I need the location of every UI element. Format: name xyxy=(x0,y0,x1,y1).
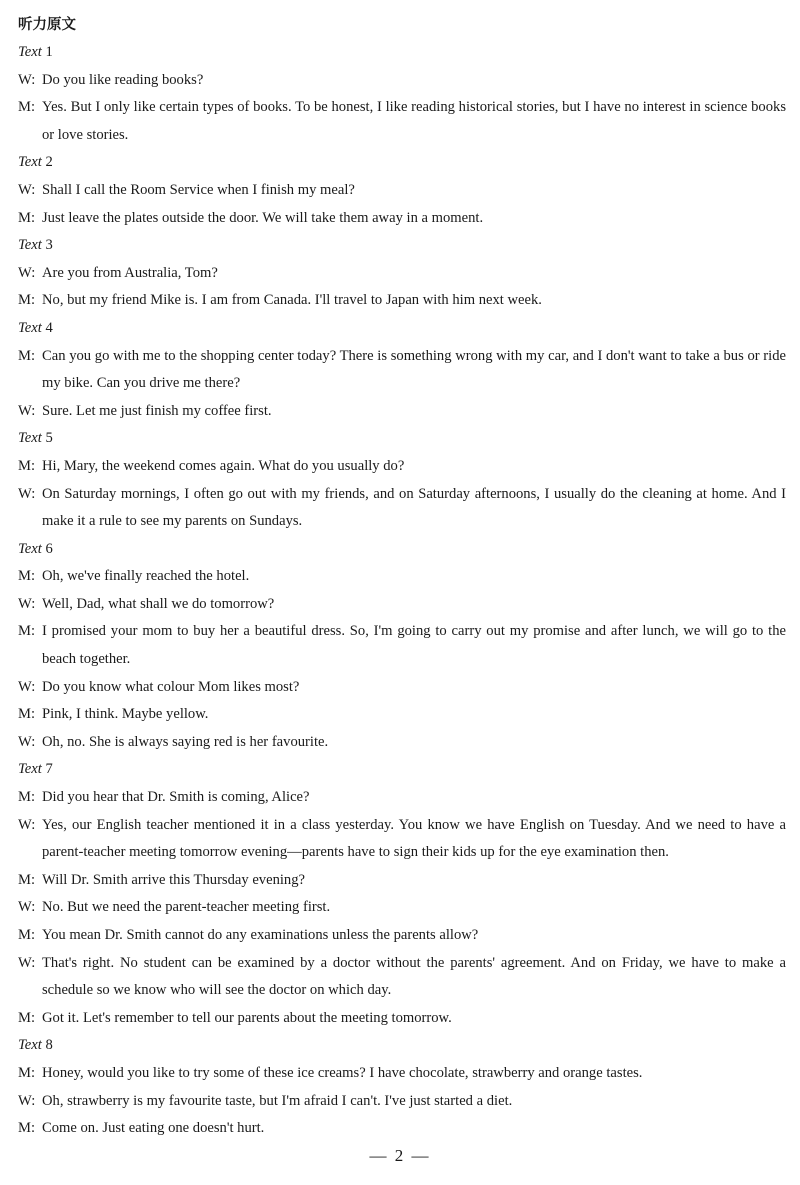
text-heading xyxy=(18,756,786,784)
text-heading xyxy=(18,425,786,453)
dialogue-text: Oh, strawberry is my favourite taste, but I'm afraid I can't. I've just started a diet. xyxy=(42,1092,513,1109)
dialogue-line xyxy=(18,618,786,673)
speaker-label: W: xyxy=(18,402,36,419)
speaker-label: M: xyxy=(18,347,36,364)
dialogue-text: Oh, no. She is always saying red is her favourite. xyxy=(42,733,329,750)
dialogue-text: Come on. Just eating one doesn't hurt. xyxy=(42,1120,265,1137)
dialogue-text: Did you hear that Dr. Smith is coming, Alice? xyxy=(42,789,310,806)
speaker-label: W: xyxy=(18,264,36,281)
dialogue-line xyxy=(18,398,786,426)
dialogue-line xyxy=(18,67,786,95)
text-label: Text xyxy=(18,237,42,254)
dialogue-line xyxy=(18,1088,786,1116)
dialogue-text: Do you like reading books? xyxy=(42,71,204,88)
dialogue-line xyxy=(18,1060,786,1088)
dialogue-text: Will Dr. Smith arrive this Thursday evening? xyxy=(42,871,306,888)
dialogue-text: Honey, would you like to try some of these ice creams? I have chocolate, strawberry and orange tastes. xyxy=(42,1064,643,1081)
text-number: 7 xyxy=(45,761,53,778)
dialogue-line xyxy=(18,260,786,288)
speaker-label: W: xyxy=(18,954,36,971)
speaker-label: M: xyxy=(18,789,36,806)
speaker-label: M: xyxy=(18,1064,36,1081)
text-number: 3 xyxy=(45,237,53,254)
dialogue-line xyxy=(18,922,786,950)
text-number: 6 xyxy=(45,540,53,557)
speaker-label: W: xyxy=(18,733,36,750)
dialogue-text: Pink, I think. Maybe yellow. xyxy=(42,706,209,723)
speaker-label: W: xyxy=(18,1092,36,1109)
dialogue-line xyxy=(18,812,786,867)
dialogue-text: You mean Dr. Smith cannot do any examinations unless the parents allow? xyxy=(42,927,479,943)
speaker-label: M: xyxy=(18,1009,36,1026)
text-label: Text xyxy=(18,761,42,778)
dialogue-line xyxy=(18,894,786,922)
dialogue-text: Shall I call the Room Service when I finish my meal? xyxy=(42,181,355,198)
dialogue-line xyxy=(18,205,786,233)
dialogue-text: On Saturday mornings, I often go out with my friends, and on Saturday afternoons, I usually do the cleaning at home. And I make it a rule to see my parents on Sundays. xyxy=(42,485,786,530)
speaker-label: M: xyxy=(18,1120,36,1137)
speaker-label: W: xyxy=(18,595,36,612)
dialogue-text: Oh, we've finally reached the hotel. xyxy=(42,568,250,585)
dialogue-text: Can you go with me to the shopping center today? There is something wrong with my car, and I don't want to take a bus or ride my bike. Can you drive me there? xyxy=(42,347,786,392)
text-label: Text xyxy=(18,319,42,336)
speaker-label: M: xyxy=(18,568,36,585)
text-number: 5 xyxy=(45,430,53,447)
dialogue-line xyxy=(18,563,786,591)
text-label: Text xyxy=(18,430,42,447)
text-number: 8 xyxy=(45,1037,53,1054)
speaker-label: W: xyxy=(18,485,36,502)
page-title: 听力原文 xyxy=(18,17,76,33)
dialogue-line xyxy=(18,177,786,205)
dialogue-line xyxy=(18,453,786,481)
text-label: Text xyxy=(18,1037,42,1054)
speaker-label: M: xyxy=(18,623,36,640)
text-heading xyxy=(18,315,786,343)
speaker-label: W: xyxy=(18,181,36,198)
speaker-label: M: xyxy=(18,292,36,309)
speaker-label: W: xyxy=(18,678,36,695)
speaker-label: M: xyxy=(18,99,36,116)
dialogue-line xyxy=(18,674,786,702)
dialogue-text: Yes. But I only like certain types of books. To be honest, I like reading historical stories, but I have no interest in science books or love stories. xyxy=(42,99,786,143)
text-label: Text xyxy=(18,44,42,60)
dialogue-text: Well, Dad, what shall we do tomorrow? xyxy=(42,595,275,612)
dialogue-line xyxy=(18,591,786,619)
dialogue-line xyxy=(18,1115,786,1143)
dialogue-text: Hi, Mary, the weekend comes again. What do you usually do? xyxy=(42,457,405,474)
speaker-label: W: xyxy=(18,71,36,88)
text-heading xyxy=(18,232,786,260)
dialogue-line xyxy=(18,481,786,536)
text-label: Text xyxy=(18,154,42,171)
text-heading xyxy=(18,39,786,67)
dialogue-line xyxy=(18,729,786,757)
dialogue-line xyxy=(18,784,786,812)
dialogue-text: That's right. No student can be examined by a doctor without the parents' agreement. And on Friday, we have to make a schedule so we know who will see the doctor on which day. xyxy=(42,954,786,999)
dialogue-line xyxy=(18,950,786,1005)
page-number: — 2 — xyxy=(369,1146,431,1165)
text-heading xyxy=(18,1032,786,1060)
text-number: 2 xyxy=(45,154,53,171)
speaker-label: M: xyxy=(18,209,36,226)
text-number: 1 xyxy=(45,44,53,60)
dialogue-text: Yes, our English teacher mentioned it in a class yesterday. You know we have English on Tuesday. And we need to have a parent-teacher meeting tomorrow evening—parents have to sign their kids up for the eye examination then. xyxy=(42,816,786,861)
dialogue-text: Do you know what colour Mom likes most? xyxy=(42,678,300,695)
speaker-label: M: xyxy=(18,706,36,723)
speaker-label: W: xyxy=(18,816,36,833)
dialogue-text: No. But we need the parent-teacher meeting first. xyxy=(42,899,331,916)
text-number: 4 xyxy=(45,319,53,336)
dialogue-line xyxy=(18,94,786,149)
text-label: Text xyxy=(18,540,42,557)
speaker-label: W: xyxy=(18,899,36,916)
dialogue-text: Sure. Let me just finish my coffee first. xyxy=(42,402,272,419)
dialogue-line xyxy=(18,1005,786,1033)
dialogue-line xyxy=(18,343,786,398)
dialogue-line xyxy=(18,701,786,729)
transcript-page xyxy=(18,12,786,1143)
dialogue-text: No, but my friend Mike is. I am from Canada. I'll travel to Japan with him next week. xyxy=(42,292,542,309)
speaker-label: M: xyxy=(18,871,36,888)
dialogue-text: I promised your mom to buy her a beautiful dress. So, I'm going to carry out my promise and after lunch, we will go to the beach together. xyxy=(42,623,786,668)
dialogue-line xyxy=(18,867,786,895)
dialogue-text: Are you from Australia, Tom? xyxy=(42,264,218,281)
speaker-label: M: xyxy=(18,927,36,943)
speaker-label: M: xyxy=(18,457,36,474)
dialogue-line xyxy=(18,287,786,315)
dialogue-text: Got it. Let's remember to tell our parents about the meeting tomorrow. xyxy=(42,1009,452,1026)
text-heading xyxy=(18,149,786,177)
dialogue-text: Just leave the plates outside the door. We will take them away in a moment. xyxy=(42,209,484,226)
text-heading xyxy=(18,536,786,564)
transcript-body xyxy=(18,39,786,1143)
